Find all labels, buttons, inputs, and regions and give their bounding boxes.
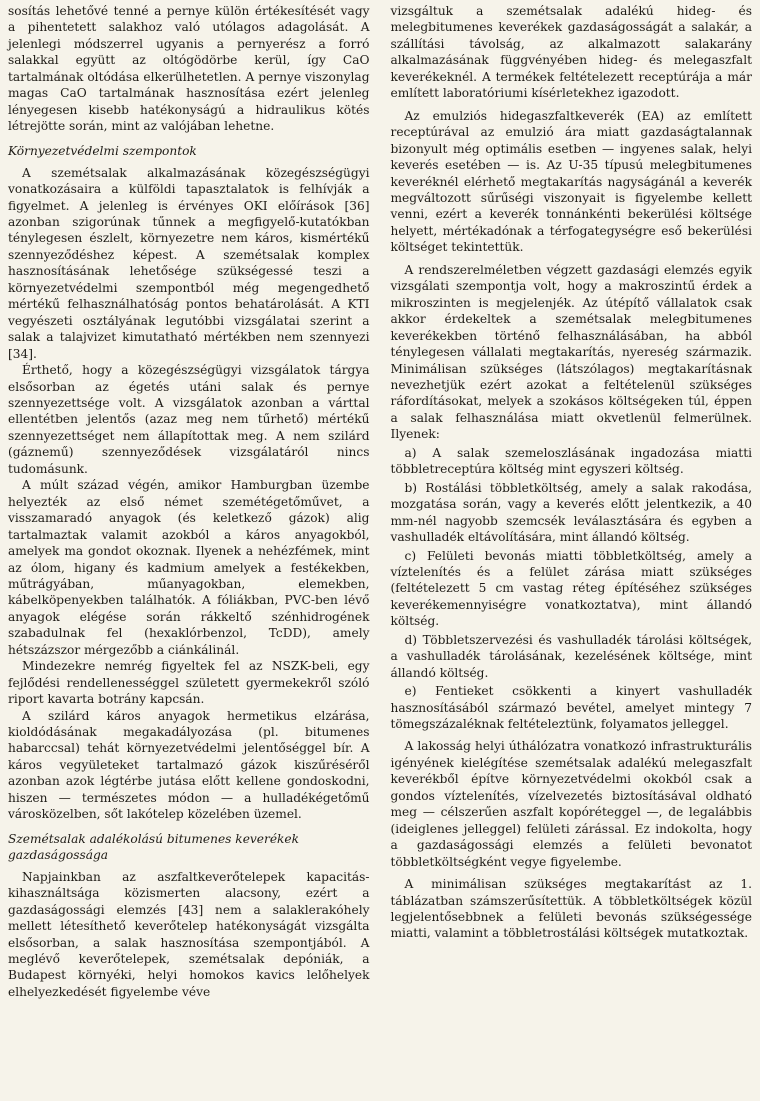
section-heading-environment: Környezetvédelmi szempontok bbox=[8, 143, 197, 158]
right-column bbox=[391, 3, 753, 1101]
paragraph: A rendszerelméletben végzett gazdasági elemzés egyik vizsgálati szempontja volt, hogy a makroszintű érdek a mikroszinten is megjelenjék. Az útépítő vállalatok csak akkor érdekeltek a szemétsalak melegbitumenes keverékekben történő felhasználásában, ha abból ténylegesen vállalati megtakarítás, nyereség származik. Minimálisan szükséges (látszólagos) megtakarításnak nevezhetjük ezért azokat a feltételenül szükséges ráfordításokat, melyek a szokásos költségeken túl, éppen a salak felhasználása miatt okvetlenül felmerülnek. Ilyenek: bbox=[390, 262, 752, 442]
paragraph: Az emulziós hidegaszfaltkeverék (EA) az említett receptúrával az emulzió ára miatt gazdaságtalannak bizonyult még optimális esetben — ingyenes salak, helyi keverés esetében — is. Az U-35 típusú melegbitumenes keveréknél elérhető megtakarítás nagyságánál a keverék megváltozott sűrűségi viszonyait is figyelembe kellett venni, ezért a keverék tonnánkénti bekerülési költsége helyett, mértékadónak a térfogategységre eső bekerülési költséget tekintettük. bbox=[390, 108, 752, 255]
paragraph: sosítás lehetővé tenné a pernye külön értékesítését vagy a pihentetett salakhoz való utólagos adagolását. A jelenlegi módszerrel ugyanis a pernyerész a forró salakkal együtt az oltógödörbe kerül, így CaO tartalmának oltódása elkerülhetetlen. A pernye viszonylag magas CaO tartalmának hasznosítása ezért jelenleg lényegesen kisebb hatékonyságú a hidraulikus kötés létrejötte során, mint az valójában lehetne. bbox=[8, 4, 370, 134]
paragraph: Érthető, hogy a közegészségügyi vizsgálatok tárgya elsősorban az égetés utáni salak és pernye szennyezettsége volt. A vizsgálatok azonban a várttal ellentétben jelentős (azaz meg nem tűrhető) mértékű szennyezettséget nem állapítottak meg. A nem szilárd (gáznemű) szennyeződések vizsgálatáról nincs tudomásunk. bbox=[8, 363, 370, 476]
paragraph: A szilárd káros anyagok hermetikus elzárása, kioldódásának megakadályozása (pl. bitumenes habarccsal) tehát környezetvédelmi jelentőséggel bír. A káros vegyületeket tartalmazó gázok kiszűréséről azonban azok légtérbe jutása előtt kellene gondoskodni, hiszen — természetes módon — a hulladékégetőmű városközelben, sőt lakótelep közelében üzemel. bbox=[8, 708, 370, 822]
list-item-b: b) Rostálási többletköltség, amely a salak rakodása, mozgatása során, vagy a keverés előtt jelentkezik, a 40 mm-nél nagyobb szemcsék leválasztására és egyben a vashulladék eltávolítására, mint állandó költség. bbox=[390, 480, 752, 545]
paragraph: A szemétsalak alkalmazásának közegészségügyi vonatkozásaira a külföldi tapasztalatok is felhívják a figyelmet. A jelenleg is érvényes OKI előírások [36] azonban szigorúnak tűnnek a megfigyelő-kutatókban ténylegesen észlelt, környezetre nem káros, kismértékű szennyeződéshez képest. A szemétsalak komplex hasznosításának lehetősége szükségessé teszi a környezetvédelmi szempontból még megengedhető mértékű felhasználhatóság pontos behatárolását. A KTI vegyészeti osztályának legutóbbi vizsgálatai szerint a salak a talajvizet kimutatható mértékben nem szennyezi [34]. bbox=[8, 165, 370, 361]
list-item-c: c) Felületi bevonás miatti többletköltség, amely a víztelenítés és a felület zárása miatt szükséges (feltételezett 5 cm vastag réteg építéséhez szükséges keverékemennyiségre vonatkoztatva), mint állandó költség. bbox=[390, 548, 752, 629]
paragraph: Napjainkban az aszfaltkeverőtelepek kapacitás-kihasználtsága közismerten alacsony, ezért a gazdaságossági elemzés [43] nem a salaklerakóhely mellett létesíthető keverőtelep hatékonyságát vizsgálta elsősorban, a salak hasznosítása szempontjából. A meglévő keverőtelepek, szemétsalak depóniák, a Budapest környéki, helyi homokos kavics lelőhelyek elhelyezkedését figyelembe véve bbox=[8, 869, 370, 999]
paragraph: A minimálisan szükséges megtakarítást az 1. táblázatban számszerűsítettük. A többletköltségek közül legjelentősebbnek a felületi bevonás szükségessége miatti, valamint a többletrostálási költségek mutatkoztak. bbox=[390, 877, 752, 941]
list-item-d: d) Többletszervezési és vashulladék tárolási költségek, a vashulladék tárolásának, kezelésének költsége, mint állandó költség. bbox=[390, 632, 752, 680]
paragraph: Mindezekre nemrég figyeltek fel az NSZK-beli, egy fejlődési rendellenességgel született gyermekekről szóló riport kavarta botrány kapcsán. bbox=[8, 659, 370, 707]
section-heading-economics: Szemétsalak adalékolású bitumenes keverékek gazdaságossága bbox=[8, 831, 300, 862]
list-item-a: a) A salak szemeloszlásának ingadozása miatti többletreceptúra költség mint egyszeri költség. bbox=[390, 445, 752, 477]
paragraph: vizsgáltuk a szemétsalak adalékú hideg- és melegbitumenes keverékek gazdaságosságát a salakár, a szállítási távolság, az alkalmazott salakarány alkalmazásának függvényében hideg- és melegaszfalt keverékeknél. A termékek feltételezett receptúrája a már említett laboratóriumi kísérletekhez igazodott. bbox=[390, 4, 752, 101]
paragraph: A múlt század végén, amikor Hamburgban üzembe helyezték az első német szemétégetőművet, a visszamaradó anyagok (és keletkező gázok) alig tartalmaztak valamit azokból a káros anyagokból, amelyek ma gondot okoznak. Ilyenek a nehézfémek, mint az ólom, higany és kadmium amelyek a festékekben, műtrágyában, műanyagokban, elemekben, kábelköpenyekben találhatók. A fóliákban, PVC-ben lévő anyagok elégése során rákkeltő szénhidrogének szabadulnak fel (hexaklórbenzol, TcDD), amely hétszázszor mérgezőbb a ciánkálinál. bbox=[8, 478, 370, 657]
paragraph: A lakosság helyi úthálózatra vonatkozó infrastrukturális igényének kielégítése szemétsalak adalékú melegaszfalt keverékből építve környezetvédelmi okokból csak a gondos víztelenítés, vízelvezetés biztosításával oldható meg — célszerűen aszfalt kopóréteggel —, de legalábbis (ideiglenes jelleggel) felületi zárással. Ez indokolta, hogy a gazdaságossági elemzés a felületi bevonatot többletköltségként vegye figyelembe. bbox=[390, 739, 752, 869]
list-item-e: e) Fentieket csökkenti a kinyert vashulladék hasznosításából származó bevétel, amelyet mintegy 7 tömegszázaléknak feltételeztünk, folyamatos jelleggel. bbox=[390, 684, 752, 732]
left-column bbox=[8, 3, 370, 1101]
